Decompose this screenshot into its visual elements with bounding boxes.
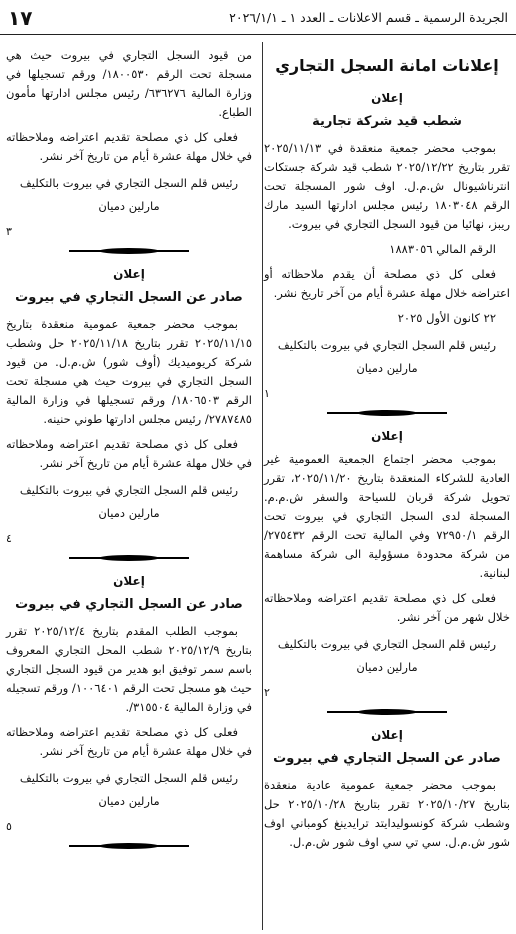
ad3-body: بموجب محضر جمعية عمومية عادية منعقدة بتاريخ ٢٠٢٥/١٠/٢٧ تقرر بتاريخ ٢٠٢٥/١٠/٢٨ حل وشطب شركة كونسوليدايتد ترايدينغ كومباني اوف شور ش.م.ل. سي تي سي اوف شور ش.م.ل. [264,778,510,849]
ad3-label: إعلان [371,728,403,742]
ad2-objection: فعلى كل ذي مصلحة تقديم اعتراضه وملاحظاته خلال شهر من آخر نشر. [264,591,510,624]
ad2-body: بموجب محضر اجتماع الجمعية العمومية غير العادية للشركاء المنعقدة بتاريخ ٢٠٢٥/١١/٢٠، تقرر تحويل شركة قربان للسياحة والسفر ش.م.م. المسجلة لدى السجل التجاري في بيروت تحت الرقم ٧٢٩٥٠/١ وفي المالية تحت الرقم ٢٧٥٤٣٢/ من شركة محدودة مسؤولية الى شركة مساهمة لبنانية. [264,452,510,580]
page-number: ١٧ [8,6,33,30]
ad4-body: بموجب محضر جمعية عمومية منعقدة بتاريخ ٢٠٢٥/١١/١٥ تقرر بتاريخ ٢٠٢٥/١١/١٨ حل وشطب شركة كريوميديك (أوف شور) ش.م.ل. من قيود السجل التجاري في بيروت حيث هي مسجلة تحت الرقم ١٨٠٦٥٠٣/ ورقم تسجيلها في وزارة المالية ٢٧٨٧٤٨٥/ رئيس مجلس ادارتها طوني حنينه. [6,317,252,426]
ad4-signer-name: مارلين دميان [98,506,160,520]
ad1-label: إعلان [371,91,403,105]
ad5-signer-name: مارلين دميان [98,794,160,808]
ad4-number: ٤ [6,532,12,545]
ad5-signer-title: رئيس قلم السجل التجاري في بيروت بالتكليف [19,771,239,785]
ad3-objection: فعلى كل ذي مصلحة تقديم اعتراضه وملاحظاته في خلال مهلة عشرة أيام من تاريخ آخر نشر. [6,130,252,163]
ad5-body: بموجب الطلب المقدم بتاريخ ٢٠٢٥/١٢/٤ تقرر بتاريخ ٢٠٢٥/١٢/٩ شطب المحل التجاري المعروف باسم سمر توفيق ابو هدير من قيود السجل التجاري حيث هو مسجل تحت الرقم ١٠٠٦٤٠١/ ورقم تسجيله في وزارة المالية ٣١٥٥٠٤/. [6,624,252,714]
ad5-heading: صادر عن السجل التجاري في بيروت [15,597,243,612]
ad3-body-continued: من قيود السجل التجاري في بيروت حيث هي مسجلة تحت الرقم ١٨٠٠٥٣٠/ ورقم تسجيلها في وزارة المالية ٦٣٦٢٧٦/ رئيس مجلس ادارتها مأمون الطباع. [6,48,253,119]
ad5-objection: فعلى كل ذي مصلحة تقديم اعتراضه وملاحظاته في خلال مهلة عشرة أيام من تاريخ آخر نشر. [6,725,252,758]
page-header [0,0,516,35]
ad1-financial-number: الرقم المالي ١٨٨٣٠٥٦ [389,242,496,256]
ad3-heading: صادر عن السجل التجاري في بيروت [273,751,501,766]
ad1-body: بموجب محضر جمعية منعقدة في ٢٠٢٥/١١/١٣ تقرر بتاريخ ٢٠٢٥/١٢/٢٢ شطب قيد شركة جستكات انترناشيونال ش.م.ل. اوف شور المسجلة تحت الرقم ١٨٠٣٠٤٨ رئيس مجلس ادارتها السيد مارك ريبز، نهائيا من قيود السجل التجاري في بيروت. [264,141,510,231]
ad4-signer-title: رئيس قلم السجل التجاري في بيروت بالتكليف [19,483,239,497]
ad1-objection: فعلى كل ذي مصلحة أن يقدم ملاحظاته أو اعتراضه خلال مهلة عشرة أيام من آخر تاريخ نشر. [264,267,510,300]
left-column [6,46,252,860]
ad3-signer-title: رئيس قلم السجل التجاري في بيروت بالتكليف [19,176,239,190]
ad3-number: ٣ [6,225,12,238]
separator-ornament [69,554,189,562]
ad5-label: إعلان [113,574,145,588]
ad1-number: ١ [264,387,270,400]
ad2-number: ٢ [264,686,270,699]
ad2-signer-title: رئيس قلم السجل التجاري في بيروت بالتكليف [277,637,497,651]
separator-ornament [327,409,447,417]
ad3-signer-name: مارلين دميان [98,199,160,213]
separator-ornament [69,842,189,850]
ad2-label: إعلان [371,429,403,443]
separator-ornament [327,708,447,716]
ad1-heading: شطب قيد شركة تجارية [312,114,462,129]
ad2-signer-name: مارلين دميان [356,660,418,674]
gazette-header-title: الجريدة الرسمية ـ قسم الاعلانات ـ العدد ١ ـ ٢٠٢٦/١/١ [229,10,508,25]
ad4-label: إعلان [113,267,145,281]
section-title: إعلانات امانة السجل التجاري [275,56,499,75]
ad1-signer-title: رئيس قلم السجل التجاري في بيروت بالتكليف [277,338,497,352]
ad1-date: ٢٢ كانون الأول ٢٠٢٥ [397,311,496,325]
ad1-signer-name: مارلين دميان [356,361,418,375]
column-divider [262,42,263,930]
right-column [264,46,510,858]
ad4-heading: صادر عن السجل التجاري في بيروت [15,290,243,305]
ad4-objection: فعلى كل ذي مصلحة تقديم اعتراضه وملاحظاته في خلال مهلة عشرة أيام من تاريخ آخر نشر. [6,437,252,470]
separator-ornament [69,247,189,255]
ad5-number: ٥ [6,820,12,833]
